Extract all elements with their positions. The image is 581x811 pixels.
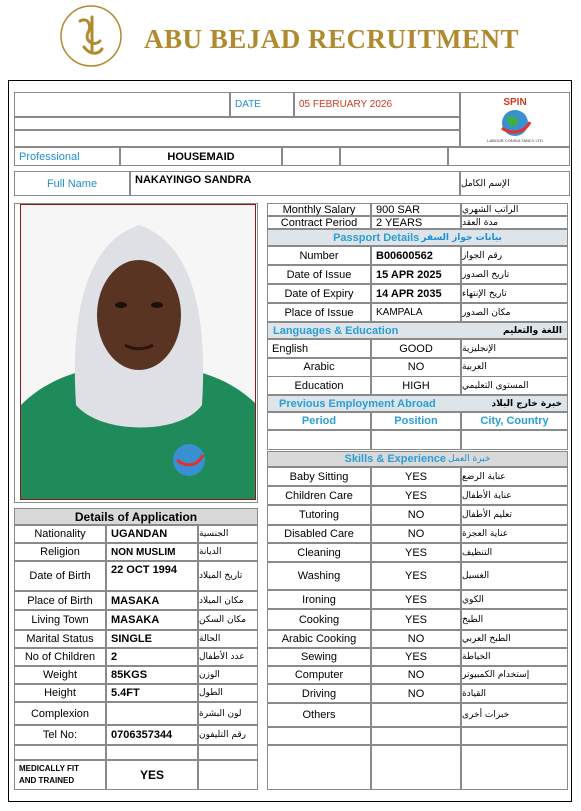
language-row-ar: الإنجليزية — [461, 339, 568, 358]
employment-section-header — [267, 395, 568, 412]
detail-row-label: Nationality — [14, 525, 106, 543]
employment-title: Previous Employment Abroad — [279, 397, 436, 410]
skill-row-label: Baby Sitting — [267, 467, 371, 486]
detail-row-ar: مكان السكن — [198, 610, 258, 630]
skill-row-label: Computer — [267, 666, 371, 684]
fullname-ar: الإسم الكامل — [460, 171, 570, 196]
contract-value: 2 YEARS — [371, 216, 461, 229]
skill-row-label: Driving — [267, 684, 371, 703]
skill-row-ar: الطبخ — [461, 609, 568, 630]
detail-row-label: No of Children — [14, 648, 106, 666]
detail-empty-cell — [106, 745, 198, 760]
detail-row-ar: الحالة — [198, 630, 258, 648]
skill-row-label: Cleaning — [267, 543, 371, 562]
detail-row-label: Weight — [14, 666, 106, 684]
detail-empty-cell — [198, 760, 258, 790]
skill-row-label: Others — [267, 703, 371, 727]
skill-row-value — [371, 703, 461, 727]
details-title: Details of Application — [14, 508, 258, 525]
fullname-value: NAKAYINGO SANDRA — [130, 171, 460, 196]
detail-row-ar: الوزن — [198, 666, 258, 684]
detail-row-label: Tel No: — [14, 725, 106, 745]
skill-empty-cell — [461, 745, 568, 790]
skill-row-label: Disabled Care — [267, 525, 371, 543]
skill-row-ar: عناية الأطفال — [461, 486, 568, 505]
medical-fit-line-1: MEDICALLY FIT — [19, 764, 80, 773]
detail-row-value — [106, 702, 198, 725]
language-row-label: English — [267, 339, 371, 358]
skill-row-label: Arabic Cooking — [267, 630, 371, 648]
passport-row-value: 15 APR 2025 — [371, 265, 461, 284]
skill-row-ar: تعليم الأطفال — [461, 505, 568, 525]
detail-row-ar: رقم التليفون — [198, 725, 258, 745]
company-name: ABU BEJAD RECRUITMENT — [144, 24, 520, 54]
languages-title-ar: اللغة والتعليم — [502, 325, 562, 336]
contract-ar: مدة العقد — [461, 216, 568, 229]
passport-row-ar: تاريخ الإنتهاء — [461, 284, 568, 303]
medical-fit-label — [14, 760, 106, 790]
company-logo — [58, 3, 124, 69]
detail-row-value: 5.4FT — [106, 684, 198, 702]
spin-logo-text: SPIN — [503, 96, 527, 108]
skill-row-ar: عناية العجزة — [461, 525, 568, 543]
skill-row-label: Ironing — [267, 590, 371, 609]
skills-title: Skills & Experience — [344, 453, 447, 465]
detail-row-ar: الديانة — [198, 543, 258, 561]
skill-row-label: Sewing — [267, 648, 371, 666]
detail-row-ar: لون البشرة — [198, 702, 258, 725]
passport-row-value: KAMPALA — [371, 303, 461, 322]
skill-row-ar: الغسيل — [461, 562, 568, 590]
detail-row-ar: الطول — [198, 684, 258, 702]
employment-col-position: Position — [371, 412, 461, 430]
skill-row-ar: التنظيف — [461, 543, 568, 562]
detail-row-value: 85KGS — [106, 666, 198, 684]
detail-row-ar: عدد الأطفال — [198, 648, 258, 666]
language-row-ar: المستوى التعليمي — [461, 376, 568, 395]
employment-empty-cell — [461, 430, 568, 450]
salary-label: Monthly Salary — [267, 203, 371, 216]
skill-row-ar: إستخدام الكمبيوتر — [461, 666, 568, 684]
medical-fit-value: YES — [106, 760, 198, 790]
applicant-photo — [14, 203, 258, 503]
skills-title-ar: خبرة العمل — [448, 454, 491, 464]
detail-row-value: SINGLE — [106, 630, 198, 648]
detail-row-value: 22 OCT 1994 — [106, 561, 198, 591]
skill-row-value: YES — [371, 467, 461, 486]
skill-row-value: YES — [371, 486, 461, 505]
language-row-value: NO — [371, 358, 461, 377]
skill-row-value: YES — [371, 543, 461, 562]
skill-row-value: YES — [371, 609, 461, 630]
detail-row-value: 2 — [106, 648, 198, 666]
detail-row-label: Date of Birth — [14, 561, 106, 591]
skill-row-value: YES — [371, 648, 461, 666]
detail-row-ar: مكان الميلاد — [198, 591, 258, 610]
fullname-label: Full Name — [14, 171, 130, 196]
skill-row-label: Washing — [267, 562, 371, 590]
skill-row-ar: الطبخ العربي — [461, 630, 568, 648]
detail-row-label: Living Town — [14, 610, 106, 630]
passport-title-ar: بيانات جواز السفر — [421, 232, 502, 243]
salary-value: 900 SAR — [371, 203, 461, 216]
language-row-label: Education — [267, 376, 371, 395]
skill-row-value: NO — [371, 684, 461, 703]
medical-fit-line-2: AND TRAINED — [19, 776, 75, 785]
skill-row-ar: خبرات أخرى — [461, 703, 568, 727]
spin-logo-sub: LABOUR CONSULTANCY LTD — [487, 137, 543, 143]
detail-row-label: Religion — [14, 543, 106, 561]
passport-row-value: B00600562 — [371, 246, 461, 265]
date-label: DATE — [230, 92, 294, 117]
passport-row-label: Date of Expiry — [267, 284, 371, 303]
languages-title: Languages & Education — [273, 324, 399, 337]
employment-empty-cell — [371, 430, 461, 450]
skill-empty-cell — [371, 727, 461, 745]
detail-row-label: Place of Birth — [14, 591, 106, 610]
detail-row-value: MASAKA — [106, 610, 198, 630]
passport-section-header — [267, 229, 568, 246]
passport-row-label: Place of Issue — [267, 303, 371, 322]
skill-row-label: Tutoring — [267, 505, 371, 525]
professional-value: HOUSEMAID — [120, 147, 282, 166]
detail-row-ar: الجنسية — [198, 525, 258, 543]
passport-row-ar: رقم الجواز — [461, 246, 568, 265]
salary-ar: الراتب الشهري — [461, 203, 568, 216]
language-row-label: Arabic — [267, 358, 371, 377]
languages-section-header — [267, 322, 568, 339]
skill-row-value: NO — [371, 505, 461, 525]
skill-empty-cell — [267, 745, 371, 790]
skill-row-ar: عناية الرضع — [461, 467, 568, 486]
skill-empty-cell — [267, 727, 371, 745]
skill-row-ar: القيادة — [461, 684, 568, 703]
skill-row-value: YES — [371, 562, 461, 590]
globe-icon — [498, 108, 532, 138]
detail-row-value: NON MUSLIM — [106, 543, 198, 561]
language-row-ar: العربية — [461, 358, 568, 377]
detail-row-label: Marital Status — [14, 630, 106, 648]
spin-logo — [460, 92, 570, 147]
passport-row-ar: مكان الصدور — [461, 303, 568, 322]
detail-row-value: MASAKA — [106, 591, 198, 610]
detail-row-label: Height — [14, 684, 106, 702]
detail-row-label: Complexion — [14, 702, 106, 725]
skill-row-value: NO — [371, 525, 461, 543]
date-value: 05 FEBRUARY 2026 — [294, 92, 460, 117]
passport-title: Passport Details — [333, 231, 420, 244]
detail-empty-cell — [198, 745, 258, 760]
language-row-value: GOOD — [371, 339, 461, 358]
passport-row-label: Number — [267, 246, 371, 265]
passport-row-label: Date of Issue — [267, 265, 371, 284]
employment-col-period: Period — [267, 412, 371, 430]
skill-row-value: YES — [371, 590, 461, 609]
skill-row-ar: الكوي — [461, 590, 568, 609]
detail-row-value: UGANDAN — [106, 525, 198, 543]
passport-row-ar: تاريخ الصدور — [461, 265, 568, 284]
professional-label: Professional — [14, 147, 120, 166]
skill-row-value: NO — [371, 630, 461, 648]
skill-row-label: Cooking — [267, 609, 371, 630]
detail-empty-cell — [14, 745, 106, 760]
passport-row-value: 14 APR 2035 — [371, 284, 461, 303]
skill-empty-cell — [461, 727, 568, 745]
detail-row-ar: تاريخ الميلاد — [198, 561, 258, 591]
employment-col-location: City, Country — [461, 412, 568, 430]
employment-empty-cell — [267, 430, 371, 450]
skill-row-ar: الخياطة — [461, 648, 568, 666]
skill-row-label: Children Care — [267, 486, 371, 505]
skills-section-header — [267, 451, 568, 467]
contract-label: Contract Period — [267, 216, 371, 229]
detail-row-value: 0706357344 — [106, 725, 198, 745]
skill-empty-cell — [371, 745, 461, 790]
skill-row-value: NO — [371, 666, 461, 684]
language-row-value: HIGH — [371, 376, 461, 395]
employment-title-ar: خبرة خارج البلاد — [491, 398, 562, 409]
